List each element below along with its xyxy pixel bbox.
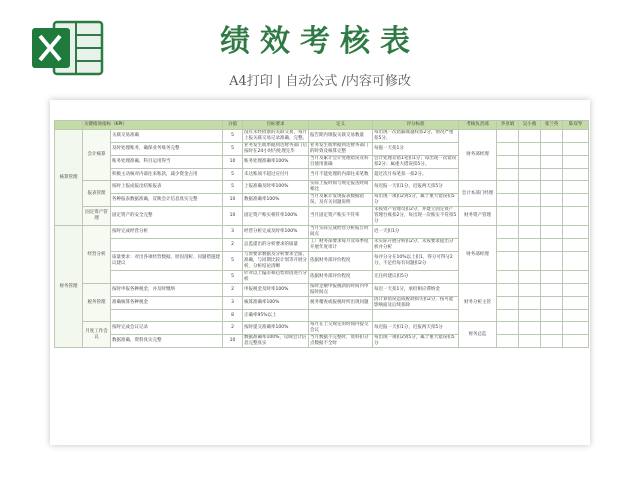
- score-input-cell[interactable]: [541, 322, 563, 335]
- kpi-cell[interactable]: 积极主动核对内部往来账款，减少资金占用: [111, 169, 223, 181]
- score-input-cell[interactable]: [563, 143, 589, 156]
- kpi-cell[interactable]: 准确核算各种税金: [111, 297, 223, 310]
- subgroup-cell[interactable]: 月度工作会议: [83, 322, 111, 348]
- score-input-cell[interactable]: [541, 252, 563, 271]
- score-input-cell[interactable]: [563, 169, 589, 181]
- kpi-cell[interactable]: [111, 310, 223, 322]
- score-input-cell[interactable]: [541, 226, 563, 239]
- kpi-cell[interactable]: 质量要求：对出各项经营数据、原因剖析、问题措施建议建议: [111, 252, 223, 271]
- subgroup-cell[interactable]: 会计核算: [83, 130, 111, 181]
- score-input-cell[interactable]: [519, 181, 541, 194]
- page-subtitle: A4打印 | 自动公式 /内容可修改: [229, 74, 411, 89]
- page-title: 绩效考核表: [220, 24, 420, 59]
- score-input-cell[interactable]: [497, 130, 519, 143]
- table-row: [55, 271, 589, 284]
- table-row: [55, 322, 589, 335]
- definition-cell[interactable]: 工厂财务部要求每月及每季度开展年度审计: [309, 239, 373, 252]
- definition-cell[interactable]: 依据财务部评价程度: [309, 271, 373, 284]
- target-cell[interactable]: 按时提交准确率100%: [243, 322, 309, 335]
- kpi-cell[interactable]: 关联交易准确: [111, 130, 223, 143]
- definition-cell[interactable]: 当月不能处理的内部往来笔数: [309, 169, 373, 181]
- standard-cell[interactable]: 因计算错误造成税款损失扣2分，按可能影响面及后续扣除: [373, 297, 459, 310]
- target-cell[interactable]: 账务处理准确率100%: [243, 156, 309, 169]
- score-input-cell[interactable]: [497, 156, 519, 169]
- score-input-cell[interactable]: [563, 335, 589, 348]
- score-input-cell[interactable]: [497, 194, 519, 207]
- owner-cell[interactable]: 财务总监: [459, 322, 497, 348]
- score-input-cell[interactable]: [541, 297, 563, 310]
- kpi-cell[interactable]: 数据准确，资料真实完整: [111, 335, 223, 348]
- score-input-cell[interactable]: [497, 297, 519, 310]
- score-input-cell[interactable]: [563, 284, 589, 297]
- table-row: [55, 284, 589, 297]
- score-cell[interactable]: 10: [223, 207, 243, 226]
- category-cell[interactable]: 核算管理: [55, 130, 83, 226]
- table-row: [55, 226, 589, 239]
- target-cell[interactable]: 针对以上偏差和趋势原因进行分析: [244, 271, 307, 282]
- score-input-cell[interactable]: [519, 335, 541, 348]
- score-input-cell[interactable]: [497, 335, 519, 348]
- score-cell[interactable]: 5: [223, 181, 243, 194]
- score-input-cell[interactable]: [563, 297, 589, 310]
- col-header-person: 陈双琴: [563, 121, 589, 130]
- score-input-cell[interactable]: [497, 207, 519, 226]
- score-input-cell[interactable]: [563, 207, 589, 226]
- score-input-cell[interactable]: [541, 207, 563, 226]
- score-input-cell[interactable]: [519, 310, 541, 322]
- score-cell[interactable]: 3: [223, 226, 243, 239]
- kpi-cell[interactable]: 按时完成会议记录: [111, 322, 223, 335]
- table-row: [55, 143, 589, 156]
- target-cell[interactable]: 没有未经批准的关联交易，每月上报关联交易记录准确、完整。: [244, 130, 307, 141]
- category-cell[interactable]: 财务管理: [55, 226, 83, 348]
- col-header-kpi: 关键绩效指标（KPI）: [83, 121, 223, 130]
- definition-cell[interactable]: 税务稽查或报税时所出现问题: [309, 297, 373, 310]
- target-cell[interactable]: 正确率95%以上: [243, 310, 309, 322]
- score-input-cell[interactable]: [541, 239, 563, 252]
- score-cell[interactable]: 3: [223, 297, 243, 310]
- kpi-cell[interactable]: [111, 271, 223, 284]
- score-input-cell[interactable]: [519, 271, 541, 284]
- owner-cell[interactable]: 财务资产管理: [459, 207, 497, 226]
- score-input-cell[interactable]: [519, 143, 541, 156]
- owner-cell[interactable]: 财务分析主管: [459, 284, 497, 322]
- standard-cell[interactable]: 每出现一项扣2到5分，属于重大错误扣5分: [373, 335, 459, 348]
- target-cell[interactable]: 未达账项不超过应付月: [243, 169, 309, 181]
- col-header: [55, 121, 83, 130]
- definition-cell[interactable]: 报告期内填报关联交易数量: [309, 130, 373, 143]
- table-row: [55, 169, 589, 181]
- score-cell[interactable]: 5: [223, 271, 243, 284]
- score-input-cell[interactable]: [519, 226, 541, 239]
- definition-cell[interactable]: 当月实际完成经营分析报告时间点: [309, 226, 373, 239]
- col-header-standard: 评分标准: [373, 121, 459, 130]
- standard-cell[interactable]: 会计处理差错1笔扣1分；每出现一次错误扣2分；属重大错误扣5分。: [373, 156, 459, 169]
- score-input-cell[interactable]: [563, 194, 589, 207]
- target-cell[interactable]: 数据准确率100%: [243, 194, 309, 207]
- score-input-cell[interactable]: [563, 181, 589, 194]
- kpi-table: [54, 120, 589, 348]
- target-cell[interactable]: 总监提出的分析要求的质量: [243, 239, 309, 252]
- score-input-cell[interactable]: [519, 169, 541, 181]
- kpi-cell[interactable]: [111, 239, 223, 252]
- owner-cell[interactable]: 财务部经理: [459, 130, 497, 181]
- subgroup-cell[interactable]: 税务管理: [83, 284, 111, 322]
- definition-cell[interactable]: 当月固定资产账实不符率: [309, 207, 373, 226]
- score-input-cell[interactable]: [541, 284, 563, 297]
- score-input-cell[interactable]: [519, 252, 541, 271]
- col-header-definition: 定义: [309, 121, 373, 130]
- score-cell[interactable]: 10: [223, 335, 243, 348]
- standard-cell[interactable]: 无任何建议扣5分: [373, 271, 459, 284]
- score-input-cell[interactable]: [497, 271, 519, 284]
- target-cell[interactable]: 经营分析完成及时率100%: [243, 226, 309, 239]
- owner-cell[interactable]: 财务部经理: [459, 226, 497, 284]
- score-input-cell[interactable]: [497, 181, 519, 194]
- definition-cell[interactable]: 业务发生或单据到达财务部门的时效及核算完整: [309, 143, 373, 156]
- score-input-cell[interactable]: [541, 194, 563, 207]
- score-cell[interactable]: 5: [223, 169, 243, 181]
- col-header-score: 分值: [223, 121, 243, 130]
- score-input-cell[interactable]: [541, 169, 563, 181]
- score-input-cell[interactable]: [497, 322, 519, 335]
- subgroup-cell[interactable]: 经营分析: [83, 226, 111, 284]
- definition-cell[interactable]: 按时足额申报税款的时间内申报时间点: [309, 284, 373, 297]
- standard-cell[interactable]: 每出现一次错漏或越权扣2分，情况严重扣5分。: [373, 130, 459, 143]
- owner-cell[interactable]: 会计本部门经理: [459, 181, 497, 207]
- standard-cell[interactable]: 超过次月每笔扣一扣2分。: [373, 169, 459, 181]
- score-input-cell[interactable]: [563, 226, 589, 239]
- col-header-person: 张兰英: [541, 121, 563, 130]
- target-cell[interactable]: 固定资产账实相符率100%: [243, 207, 309, 226]
- target-cell[interactable]: 数据准确率100%，反映会计信息完整真实: [243, 335, 309, 348]
- score-input-cell[interactable]: [519, 130, 541, 143]
- sheet-top-margin: [50, 100, 590, 120]
- score-cell[interactable]: 5: [223, 252, 243, 271]
- score-input-cell[interactable]: [563, 252, 589, 271]
- standard-cell[interactable]: 未实际开展分析扣2分，未按要求提出分析并分析: [373, 239, 459, 252]
- definition-cell[interactable]: 实际上报时间与规定报送时间相比: [309, 181, 373, 194]
- score-cell[interactable]: 5: [223, 130, 243, 143]
- score-input-cell[interactable]: [563, 271, 589, 284]
- standard-cell[interactable]: 每迟报一天扣1分，迟报两天扣5分: [373, 322, 459, 335]
- score-input-cell[interactable]: [541, 130, 563, 143]
- table-row: [55, 194, 589, 207]
- kpi-cell[interactable]: 账务处理准确，科目运用得当: [111, 156, 223, 169]
- table-row: [55, 239, 589, 252]
- score-input-cell[interactable]: [519, 284, 541, 297]
- score-input-cell[interactable]: [519, 322, 541, 335]
- kpi-cell[interactable]: 按时完成经营分析: [111, 226, 223, 239]
- score-cell[interactable]: 2: [223, 322, 243, 335]
- score-input-cell[interactable]: [497, 310, 519, 322]
- definition-cell[interactable]: 当月及累计会计处理错误及科目使用准确: [309, 156, 373, 169]
- subgroup-cell[interactable]: 报表管理: [83, 181, 111, 207]
- table-row: [55, 130, 589, 143]
- score-input-cell[interactable]: [563, 239, 589, 252]
- table-row: [55, 310, 589, 322]
- target-cell[interactable]: 上报准确及时率100%: [243, 181, 309, 194]
- score-cell[interactable]: 2: [223, 239, 243, 252]
- table-row: [55, 156, 589, 169]
- score-input-cell[interactable]: [563, 322, 589, 335]
- score-input-cell[interactable]: [497, 169, 519, 181]
- target-cell[interactable]: 业务发生或单据到达财务部门后按时在24小时内处理完毕: [244, 143, 307, 154]
- standard-cell[interactable]: 每迟一天扣1分，承担相应滞纳金: [373, 284, 459, 297]
- score-input-cell[interactable]: [497, 252, 519, 271]
- standard-cell[interactable]: [373, 310, 459, 322]
- score-input-cell[interactable]: [541, 156, 563, 169]
- score-input-cell[interactable]: [497, 239, 519, 252]
- table-row: [55, 181, 589, 194]
- score-input-cell[interactable]: [541, 310, 563, 322]
- score-cell[interactable]: 10: [223, 156, 243, 169]
- standard-cell[interactable]: 每评分分在10%以上扣1，得分可得分2分，不足但每有问题扣2分: [373, 252, 459, 271]
- score-input-cell[interactable]: [541, 181, 563, 194]
- definition-cell[interactable]: 每月在上交规定的时间内提交会议: [309, 322, 373, 335]
- col-header-person: 吴小燕: [519, 121, 541, 130]
- score-input-cell[interactable]: [563, 156, 589, 169]
- kpi-cell[interactable]: 及时处理账务，确保业务账务完整: [111, 143, 223, 156]
- score-input-cell[interactable]: [541, 143, 563, 156]
- target-cell[interactable]: 核算准确率100%: [243, 297, 309, 310]
- spreadsheet-sheet: [50, 100, 590, 445]
- score-input-cell[interactable]: [497, 143, 519, 156]
- kpi-cell[interactable]: 各种报表数据准确，反映会计信息真实完整: [111, 194, 223, 207]
- kpi-cell[interactable]: 按时上报成报出结账报表: [111, 181, 223, 194]
- score-input-cell[interactable]: [563, 310, 589, 322]
- score-input-cell[interactable]: [541, 335, 563, 348]
- score-input-cell[interactable]: [497, 284, 519, 297]
- kpi-cell[interactable]: 按时申报各种税金，并及时缴纳: [111, 284, 223, 297]
- score-input-cell[interactable]: [519, 239, 541, 252]
- target-cell[interactable]: 申报税金及时率100%: [243, 284, 309, 297]
- score-cell[interactable]: 2: [223, 284, 243, 297]
- definition-cell[interactable]: 依据财务部评价程度: [309, 252, 373, 271]
- score-input-cell[interactable]: [563, 130, 589, 143]
- standard-cell[interactable]: 每出现一项扣2到5分，属于重大错误扣5分: [373, 194, 459, 207]
- standard-cell[interactable]: 未按资产管理员扣2分，并建立固定资产管理台账扣2分，每出现一次账实不符扣5分: [373, 207, 459, 226]
- score-input-cell[interactable]: [541, 271, 563, 284]
- table-row: [55, 297, 589, 310]
- score-input-cell[interactable]: [519, 207, 541, 226]
- table-row: [55, 252, 589, 271]
- definition-cell[interactable]: 当月数据不完整时，资料扣分点数据不全时: [309, 335, 373, 348]
- score-input-cell[interactable]: [497, 226, 519, 239]
- score-input-cell[interactable]: [519, 297, 541, 310]
- score-input-cell[interactable]: [519, 194, 541, 207]
- standard-cell[interactable]: 每拖一天扣1分: [373, 143, 459, 156]
- table-row: [55, 335, 589, 348]
- definition-cell[interactable]: [309, 310, 373, 322]
- definition-cell[interactable]: 当月及累计发现报表数据错误、及有关问题说明: [309, 194, 373, 207]
- col-header-person: 李亚娟: [497, 121, 519, 130]
- header: [0, 0, 640, 100]
- score-input-cell[interactable]: [519, 156, 541, 169]
- score-cell[interactable]: 10: [223, 194, 243, 207]
- table-row: [55, 207, 589, 226]
- score-cell[interactable]: 8: [223, 310, 243, 322]
- table-header-row: [55, 121, 589, 130]
- target-cell[interactable]: 与原要求数据及分析要求全面、准确，与同期比较计划等开展分析，分析结论清晰: [244, 252, 307, 269]
- kpi-cell[interactable]: 固定资产的安全完整: [111, 207, 223, 226]
- col-header-owner: 考核负责部: [459, 121, 497, 130]
- score-cell[interactable]: 5: [223, 143, 243, 156]
- standard-cell[interactable]: 迟一天扣1分: [373, 226, 459, 239]
- col-header-target: 目标要求: [243, 121, 309, 130]
- standard-cell[interactable]: 每迟报一天扣1分，迟报两天扣5分: [373, 181, 459, 194]
- subgroup-cell[interactable]: 固定资产管理: [83, 207, 111, 226]
